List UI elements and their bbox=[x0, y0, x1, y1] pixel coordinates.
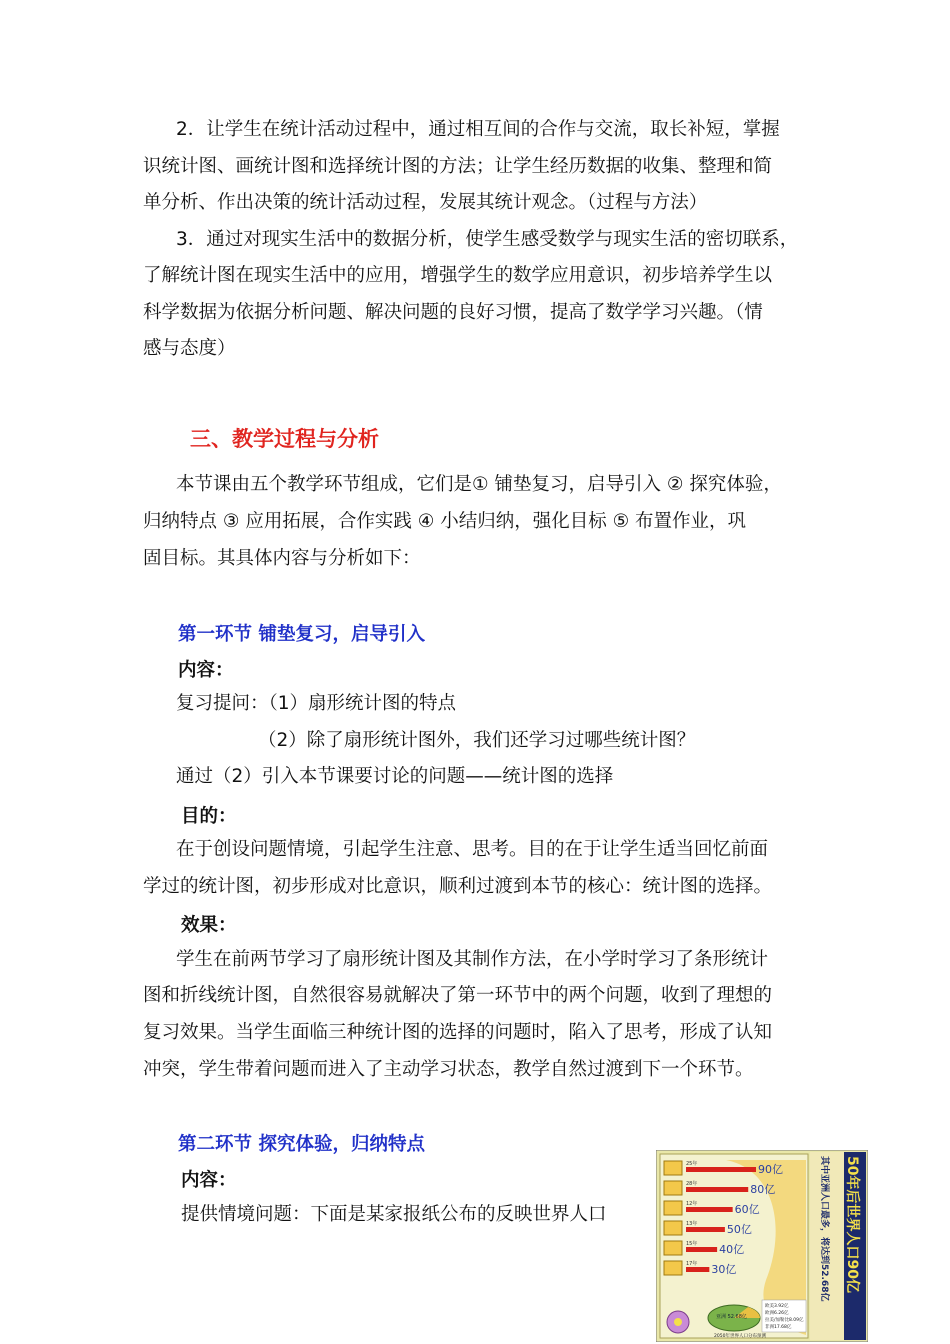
poster-bar-year: 12年 bbox=[686, 1201, 698, 1207]
objective-3-line-1: 3．通过对现实生活中的数据分析，使学生感受数学与现实生活的密切联系， bbox=[176, 229, 799, 250]
objective-3-line-3: 科学数据为依据分析问题、解决问题的良好习惯，提高了数学学习兴趣。（情 bbox=[143, 302, 763, 323]
poster-bar bbox=[686, 1187, 748, 1192]
effect-line-2: 图和折线统计图，自然很容易就解决了第一环节中的两个问题，收到了理想的 bbox=[143, 985, 773, 1006]
poster-legend-4: 非洲17.68亿 bbox=[765, 1325, 792, 1330]
poster-bar-icon bbox=[664, 1161, 682, 1175]
poster-bar-label: 60亿 bbox=[734, 1203, 760, 1216]
poster-bar-label: 40亿 bbox=[719, 1243, 745, 1256]
poster-bar-icon bbox=[664, 1181, 682, 1195]
poster-bar-year: 17年 bbox=[686, 1261, 698, 1267]
intro-line-1: 本节课由五个教学环节组成，它们是① 铺垫复习，启导引入 ② 探究体验， bbox=[176, 474, 782, 495]
poster-bar bbox=[686, 1267, 709, 1272]
intro-line-2: 归纳特点 ③ 应用拓展，合作实践 ④ 小结归纳，强化目标 ⑤ 布置作业，巩 bbox=[143, 511, 747, 532]
poster-legend-2: 欧洲6.26亿 bbox=[765, 1311, 789, 1316]
review-question-2: （2）除了扇形统计图外，我们还学习过哪些统计图？ bbox=[258, 730, 696, 751]
purpose-line-2: 学过的统计图，初步形成对比意识，顺利过渡到本节的核心：统计图的选择。 bbox=[143, 876, 773, 897]
poster-bar-icon bbox=[664, 1261, 682, 1275]
review-question-3: 通过（2）引入本节课要讨论的问题——统计图的选择 bbox=[176, 766, 614, 787]
intro-line-3: 固目标。其具体内容与分析如下： bbox=[143, 548, 421, 569]
poster-legend-3: 拉美/加勒比8.09亿 bbox=[765, 1318, 804, 1323]
poster-bar bbox=[686, 1227, 725, 1232]
poster-bar-label: 90亿 bbox=[758, 1163, 783, 1176]
stage1-purpose-label: 目的： bbox=[181, 806, 237, 827]
population-poster-image bbox=[656, 1150, 868, 1342]
flower-center-icon bbox=[674, 1318, 682, 1326]
poster-bar-label: 50亿 bbox=[726, 1223, 752, 1236]
stage1-content-label: 内容： bbox=[178, 660, 234, 681]
poster-bar-icon bbox=[664, 1221, 682, 1235]
poster-legend-1: 欧美3.92亿 bbox=[765, 1304, 789, 1309]
section-heading: 三、教学过程与分析 bbox=[190, 427, 379, 451]
stage2-heading: 第二环节 探究体验，归纳特点 bbox=[178, 1134, 425, 1155]
poster-bar bbox=[686, 1167, 756, 1172]
effect-line-3: 复习效果。当学生面临三种统计图的选择的问题时，陷入了思考，形成了认知 bbox=[143, 1022, 773, 1043]
poster-subtitle: 其中亚洲人口最多，将达到52.68亿 bbox=[819, 1156, 829, 1302]
objective-2-line-3: 单分析、作出决策的统计活动过程，发展其统计观念。（过程与方法） bbox=[143, 192, 708, 213]
objective-3-line-2: 了解统计图在现实生活中的应用，增强学生的数学应用意识，初步培养学生以 bbox=[143, 265, 773, 286]
poster-bar-label: 30亿 bbox=[711, 1263, 737, 1276]
poster-bar bbox=[686, 1247, 717, 1252]
objective-2-line-1: 2．让学生在统计活动过程中，通过相互间的合作与交流，取长补短，掌握 bbox=[176, 119, 780, 140]
poster-bar-year: 15年 bbox=[686, 1241, 698, 1247]
stage2-content-label: 内容： bbox=[181, 1170, 237, 1191]
poster-bar-icon bbox=[664, 1201, 682, 1215]
objective-2-line-2: 识统计图、画统计图和选择统计图的方法；让学生经历数据的收集、整理和简 bbox=[143, 156, 773, 177]
poster-pie-label: 亚洲 52.68亿 bbox=[716, 1314, 747, 1320]
effect-line-4: 冲突，学生带着问题而进入了主动学习状态，教学自然过渡到下一个环节。 bbox=[143, 1059, 754, 1080]
poster-bar-year: 13年 bbox=[686, 1221, 698, 1227]
poster-bar-year: 25年 bbox=[686, 1161, 698, 1167]
purpose-line-1: 在于创设问题情境，引起学生注意、思考。目的在于让学生适当回忆前面 bbox=[176, 839, 769, 860]
review-question-1: 复习提问：（1）扇形统计图的特点 bbox=[176, 693, 457, 714]
poster-bar bbox=[686, 1207, 733, 1212]
poster-footer: 2050年世界人口分布预测 bbox=[714, 1334, 766, 1339]
effect-line-1: 学生在前两节学习了扇形统计图及其制作方法，在小学时学习了条形统计 bbox=[176, 949, 769, 970]
poster-title: 50年后世界人口90亿 bbox=[844, 1156, 860, 1293]
stage1-heading: 第一环节 铺垫复习，启导引入 bbox=[178, 624, 425, 645]
stage2-text: 提供情境问题：下面是某家报纸公布的反映世界人口 bbox=[181, 1204, 607, 1225]
stage1-effect-label: 效果： bbox=[181, 915, 237, 936]
poster-bar-year: 28年 bbox=[686, 1181, 698, 1187]
poster-bar-label: 80亿 bbox=[750, 1183, 776, 1196]
objective-3-line-4: 感与态度） bbox=[143, 338, 236, 359]
poster-bar-icon bbox=[664, 1241, 682, 1255]
